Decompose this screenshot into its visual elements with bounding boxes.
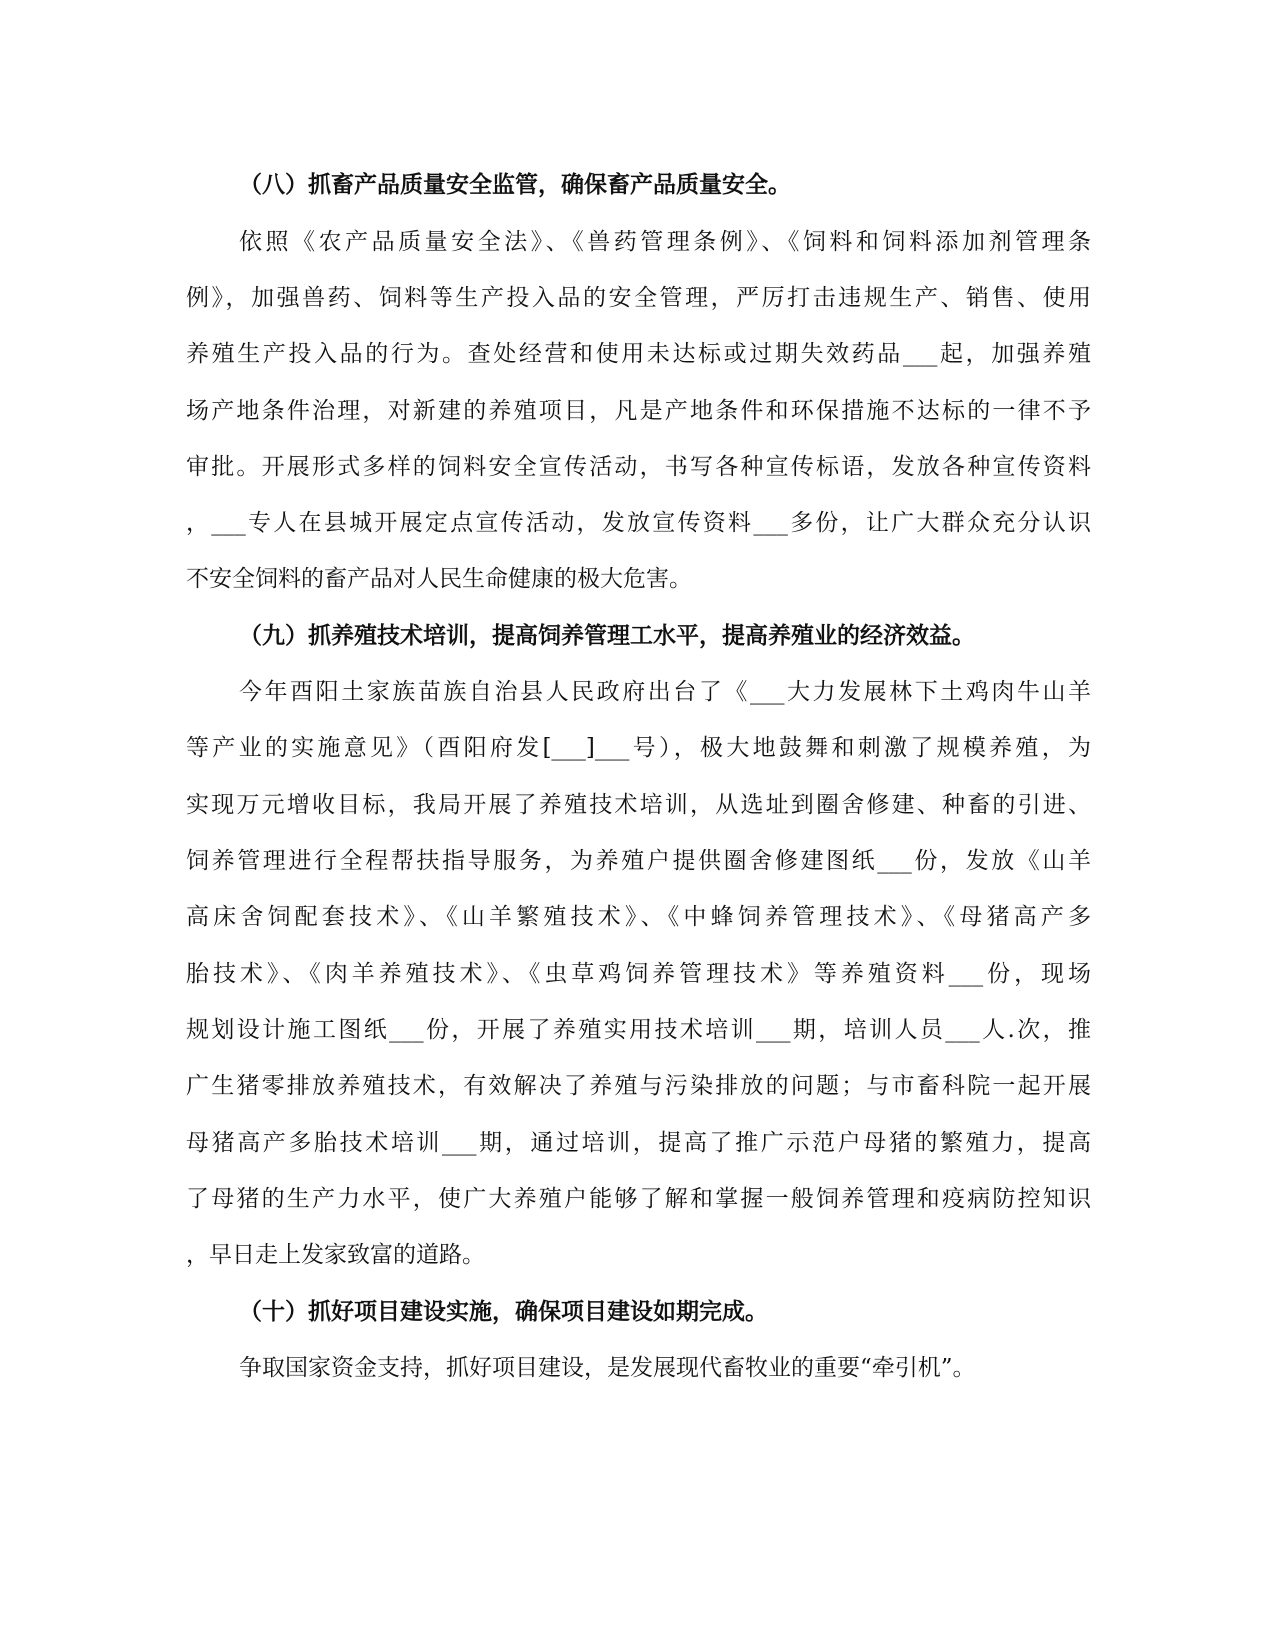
section-8-paragraph-line: ，___专人在县城开展定点宣传活动，发放宣传资料___多份，让广大群众充分认识 bbox=[186, 510, 1091, 536]
section-10-paragraph-line: 争取国家资金支持，抓好项目建设，是发展现代畜牧业的重要“牵引机”。 bbox=[239, 1355, 976, 1381]
section-8-paragraph-line: 场产地条件治理，对新建的养殖项目，凡是产地条件和环保措施不达标的一律不予 bbox=[186, 398, 1091, 424]
section-9-paragraph-line: 等产业的实施意见》（酉阳府发[___]___号），极大地鼓舞和刺激了规模养殖，为 bbox=[186, 735, 1091, 761]
section-9-paragraph-line: 今年酉阳土家族苗族自治县人民政府出台了《___大力发展林下土鸡肉牛山羊 bbox=[239, 679, 1091, 705]
section-9-paragraph-line: 胎技术》、《肉羊养殖技术》、《虫草鸡饲养管理技术》等养殖资料___份，现场 bbox=[186, 961, 1091, 987]
section-9-paragraph-line: 规划设计施工图纸___份，开展了养殖实用技术培训___期，培训人员___人.次，推 bbox=[186, 1017, 1091, 1043]
section-8-paragraph-line: 依照《农产品质量安全法》、《兽药管理条例》、《饲料和饲料添加剂管理条 bbox=[239, 229, 1091, 255]
section-10-heading: （十）抓好项目建设实施，确保项目建设如期完成。 bbox=[239, 1298, 768, 1325]
section-8-paragraph-line: 养殖生产投入品的行为。查处经营和使用未达标或过期失效药品___起，加强养殖 bbox=[186, 341, 1091, 367]
section-8-heading: （八）抓畜产品质量安全监管，确保畜产品质量安全。 bbox=[239, 171, 791, 198]
section-8-paragraph-line: 例》，加强兽药、饲料等生产投入品的安全管理，严厉打击违规生产、销售、使用 bbox=[186, 285, 1091, 311]
section-9-paragraph-line: 实现万元增收目标，我局开展了养殖技术培训，从选址到圈舍修建、种畜的引进、 bbox=[186, 792, 1091, 818]
section-8-paragraph-line: 不安全饲料的畜产品对人民生命健康的极大危害。 bbox=[186, 566, 692, 592]
section-9-paragraph-line: 饲养管理进行全程帮扶指导服务，为养殖户提供圈舍修建图纸___份，发放《山羊 bbox=[186, 848, 1091, 874]
section-9-paragraph-line: 高床舍饲配套技术》、《山羊繁殖技术》、《中蜂饲养管理技术》、《母猪高产多 bbox=[186, 904, 1091, 930]
section-9-paragraph-line: ，早日走上发家致富的道路。 bbox=[186, 1242, 485, 1268]
section-9-heading: （九）抓养殖技术培训，提高饲养管理工水平，提高养殖业的经济效益。 bbox=[239, 622, 975, 649]
section-9-paragraph-line: 母猪高产多胎技术培训___期，通过培训，提高了推广示范户母猪的繁殖力，提高 bbox=[186, 1130, 1091, 1156]
section-9-paragraph-line: 了母猪的生产力水平，使广大养殖户能够了解和掌握一般饲养管理和疫病防控知识 bbox=[186, 1186, 1091, 1212]
section-8-paragraph-line: 审批。开展形式多样的饲料安全宣传活动，书写各种宣传标语，发放各种宣传资料 bbox=[186, 454, 1091, 480]
section-9-paragraph-line: 广生猪零排放养殖技术，有效解决了养殖与污染排放的问题；与市畜科院一起开展 bbox=[186, 1073, 1091, 1099]
